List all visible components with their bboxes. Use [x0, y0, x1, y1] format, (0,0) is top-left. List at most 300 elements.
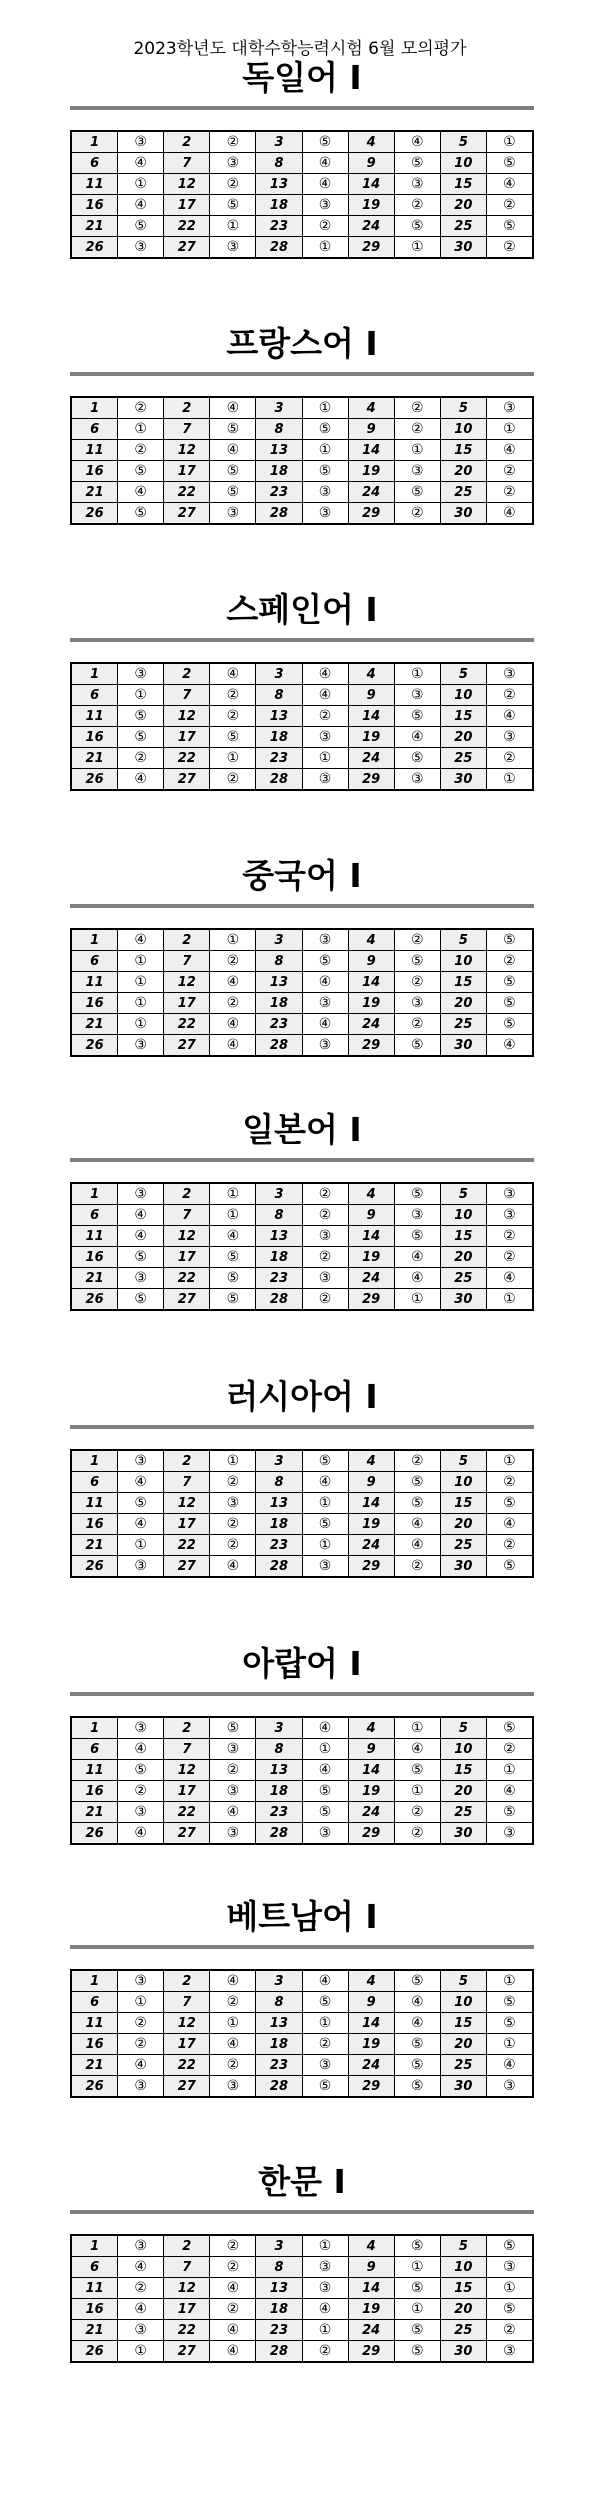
- question-number: 23: [256, 216, 302, 237]
- answer-choice: ⑤: [210, 461, 256, 482]
- question-number: 9: [348, 1992, 394, 2013]
- answer-choice: ②: [394, 503, 440, 525]
- question-number: 6: [71, 951, 118, 972]
- answer-choice: ④: [210, 972, 256, 993]
- question-number: 11: [71, 174, 118, 195]
- answer-choice: ②: [210, 2235, 256, 2257]
- answer-choice: ②: [486, 1247, 533, 1268]
- answer-choice: ③: [302, 1556, 348, 1578]
- answer-choice: ④: [394, 1268, 440, 1289]
- answer-choice: ⑤: [486, 2013, 533, 2034]
- answer-choice: ③: [210, 153, 256, 174]
- question-number: 25: [440, 1802, 486, 1823]
- question-number: 25: [440, 1268, 486, 1289]
- question-number: 2: [164, 663, 210, 685]
- question-number: 23: [256, 2320, 302, 2341]
- answer-choice: ②: [486, 195, 533, 216]
- question-number: 1: [71, 1183, 118, 1205]
- question-number: 14: [348, 440, 394, 461]
- question-number: 16: [71, 1781, 118, 1802]
- answer-choice: ③: [118, 2320, 164, 2341]
- answer-choice: ③: [302, 993, 348, 1014]
- page-title: 2023학년도 대학수학능력시험 6월 모의평가: [133, 39, 467, 59]
- question-number: 25: [440, 2055, 486, 2076]
- table-row: [71, 2055, 533, 2076]
- question-number: 16: [71, 1247, 118, 1268]
- answer-choice: ①: [210, 929, 256, 951]
- table-row: [71, 1247, 533, 1268]
- question-number: 11: [71, 1226, 118, 1247]
- question-number: 17: [164, 727, 210, 748]
- answer-choice: ②: [210, 2257, 256, 2278]
- question-number: 12: [164, 440, 210, 461]
- question-number: 21: [71, 2055, 118, 2076]
- question-number: 25: [440, 2320, 486, 2341]
- question-number: 16: [71, 2299, 118, 2320]
- answer-choice: ③: [302, 195, 348, 216]
- table-row: [71, 1472, 533, 1493]
- answer-choice: ⑤: [394, 2278, 440, 2299]
- answer-choice: ④: [302, 1472, 348, 1493]
- answer-choice: ③: [210, 1739, 256, 1760]
- answer-choice: ④: [486, 1781, 533, 1802]
- subject-title: 독일어 I: [242, 58, 362, 97]
- answer-choice: ④: [210, 1014, 256, 1035]
- question-number: 14: [348, 2278, 394, 2299]
- answer-choice: ⑤: [486, 993, 533, 1014]
- table-row: [71, 2013, 533, 2034]
- question-number: 2: [164, 1450, 210, 1472]
- question-number: 23: [256, 2055, 302, 2076]
- table-row: [71, 1717, 533, 1739]
- question-number: 26: [71, 1289, 118, 1311]
- question-number: 28: [256, 1556, 302, 1578]
- question-number: 10: [440, 2257, 486, 2278]
- answer-choice: ④: [118, 769, 164, 791]
- question-number: 26: [71, 1556, 118, 1578]
- answer-choice: ②: [394, 1450, 440, 1472]
- answer-choice: ①: [210, 2013, 256, 2034]
- answer-choice: ②: [302, 1205, 348, 1226]
- question-number: 21: [71, 1268, 118, 1289]
- question-number: 17: [164, 461, 210, 482]
- question-number: 29: [348, 237, 394, 259]
- question-number: 14: [348, 1493, 394, 1514]
- answer-choice: ⑤: [486, 216, 533, 237]
- answer-choice: ①: [210, 216, 256, 237]
- answer-choice: ④: [118, 1739, 164, 1760]
- subject-section: [70, 322, 534, 525]
- answer-choice: ④: [394, 131, 440, 153]
- answer-choice: ①: [394, 1781, 440, 1802]
- answer-choice: ④: [210, 1970, 256, 1992]
- table-row: [71, 174, 533, 195]
- question-number: 6: [71, 153, 118, 174]
- answer-choice: ⑤: [210, 419, 256, 440]
- answer-choice: ⑤: [302, 419, 348, 440]
- answer-choice: ⑤: [394, 2055, 440, 2076]
- question-number: 19: [348, 2034, 394, 2055]
- answer-choice: ②: [394, 397, 440, 419]
- question-number: 8: [256, 951, 302, 972]
- question-number: 30: [440, 2341, 486, 2363]
- answer-choice: ③: [486, 2257, 533, 2278]
- table-row: [71, 195, 533, 216]
- answer-choice: ①: [394, 440, 440, 461]
- question-number: 19: [348, 993, 394, 1014]
- answer-choice: ④: [118, 1226, 164, 1247]
- answer-choice: ②: [486, 482, 533, 503]
- answer-choice: ②: [302, 1183, 348, 1205]
- question-number: 16: [71, 2034, 118, 2055]
- question-number: 19: [348, 195, 394, 216]
- answer-choice: ④: [118, 2299, 164, 2320]
- question-number: 24: [348, 482, 394, 503]
- question-number: 5: [440, 1970, 486, 1992]
- answer-choice: ①: [118, 972, 164, 993]
- question-number: 28: [256, 1035, 302, 1057]
- question-number: 8: [256, 685, 302, 706]
- subject-title: 아랍어 I: [242, 1644, 362, 1683]
- table-row: [71, 216, 533, 237]
- question-number: 17: [164, 1247, 210, 1268]
- question-number: 3: [256, 1970, 302, 1992]
- question-number: 1: [71, 131, 118, 153]
- question-number: 13: [256, 1760, 302, 1781]
- question-number: 6: [71, 419, 118, 440]
- question-number: 29: [348, 1289, 394, 1311]
- answer-choice: ③: [486, 397, 533, 419]
- question-number: 8: [256, 1472, 302, 1493]
- answer-choice: ②: [118, 2034, 164, 2055]
- answer-choice: ②: [210, 1472, 256, 1493]
- question-number: 17: [164, 993, 210, 1014]
- table-row: [71, 397, 533, 419]
- answer-choice: ①: [302, 440, 348, 461]
- question-number: 9: [348, 1205, 394, 1226]
- answer-choice: ③: [302, 482, 348, 503]
- answer-choice: ③: [118, 1556, 164, 1578]
- question-number: 17: [164, 195, 210, 216]
- answer-choice: ⑤: [394, 2076, 440, 2098]
- answer-choice: ①: [210, 1450, 256, 1472]
- question-number: 16: [71, 993, 118, 1014]
- answer-choice: ②: [210, 769, 256, 791]
- answer-choice: ①: [210, 748, 256, 769]
- table-row: [71, 1802, 533, 1823]
- table-row: [71, 1514, 533, 1535]
- answer-choice: ③: [394, 174, 440, 195]
- question-number: 14: [348, 1226, 394, 1247]
- title-divider: [70, 106, 534, 110]
- table-row: [71, 748, 533, 769]
- answer-choice: ④: [210, 1556, 256, 1578]
- answer-choice: ②: [486, 1739, 533, 1760]
- answer-choice: ④: [118, 153, 164, 174]
- question-number: 27: [164, 503, 210, 525]
- question-number: 1: [71, 1717, 118, 1739]
- question-number: 28: [256, 2076, 302, 2098]
- question-number: 18: [256, 195, 302, 216]
- answer-choice: ⑤: [394, 482, 440, 503]
- table-row: [71, 1183, 533, 1205]
- question-number: 25: [440, 216, 486, 237]
- question-number: 7: [164, 1205, 210, 1226]
- question-number: 5: [440, 1717, 486, 1739]
- question-number: 3: [256, 929, 302, 951]
- question-number: 6: [71, 1472, 118, 1493]
- answer-choice: ④: [302, 1014, 348, 1035]
- question-number: 5: [440, 663, 486, 685]
- question-number: 9: [348, 685, 394, 706]
- answer-choice: ②: [486, 461, 533, 482]
- answer-choice: ⑤: [210, 1717, 256, 1739]
- answer-choice: ②: [210, 993, 256, 1014]
- answer-choice: ③: [394, 461, 440, 482]
- question-number: 10: [440, 685, 486, 706]
- answer-choice: ⑤: [118, 1247, 164, 1268]
- answer-choice: ⑤: [394, 1970, 440, 1992]
- answer-choice: ⑤: [210, 482, 256, 503]
- answer-choice: ①: [210, 1183, 256, 1205]
- question-number: 5: [440, 397, 486, 419]
- answer-choice: ⑤: [302, 1514, 348, 1535]
- question-number: 27: [164, 237, 210, 259]
- answer-choice: ④: [118, 2055, 164, 2076]
- question-number: 11: [71, 706, 118, 727]
- answer-choice: ②: [394, 195, 440, 216]
- answer-choice: ⑤: [394, 1472, 440, 1493]
- table-row: [71, 1992, 533, 2013]
- table-row: [71, 1226, 533, 1247]
- question-number: 22: [164, 1535, 210, 1556]
- answer-choice: ④: [210, 2034, 256, 2055]
- question-number: 2: [164, 1717, 210, 1739]
- question-number: 18: [256, 1781, 302, 1802]
- question-number: 15: [440, 174, 486, 195]
- answer-choice: ②: [210, 951, 256, 972]
- table-row: [71, 1823, 533, 1845]
- question-number: 10: [440, 153, 486, 174]
- answer-choice: ②: [118, 440, 164, 461]
- answer-choice: ②: [210, 131, 256, 153]
- answer-choice: ①: [210, 1205, 256, 1226]
- answer-table: [70, 1716, 534, 1845]
- question-number: 7: [164, 1472, 210, 1493]
- answer-choice: ⑤: [210, 195, 256, 216]
- table-row: [71, 1760, 533, 1781]
- question-number: 5: [440, 929, 486, 951]
- table-row: [71, 1535, 533, 1556]
- answer-choice: ②: [210, 2299, 256, 2320]
- answer-choice: ③: [302, 2278, 348, 2299]
- question-number: 4: [348, 1183, 394, 1205]
- question-number: 6: [71, 1739, 118, 1760]
- question-number: 24: [348, 748, 394, 769]
- answer-choice: ④: [486, 706, 533, 727]
- table-row: [71, 1739, 533, 1760]
- answer-choice: ②: [118, 2278, 164, 2299]
- question-number: 18: [256, 2299, 302, 2320]
- question-number: 14: [348, 972, 394, 993]
- answer-choice: ⑤: [394, 951, 440, 972]
- answer-choice: ①: [302, 2013, 348, 2034]
- answer-choice: ①: [302, 237, 348, 259]
- answer-choice: ①: [394, 1289, 440, 1311]
- answer-choice: ⑤: [486, 929, 533, 951]
- answer-choice: ①: [118, 2341, 164, 2363]
- table-row: [71, 951, 533, 972]
- question-number: 11: [71, 1493, 118, 1514]
- question-number: 21: [71, 216, 118, 237]
- answer-choice: ⑤: [118, 461, 164, 482]
- answer-choice: ③: [486, 1205, 533, 1226]
- answer-choice: ⑤: [302, 2076, 348, 2098]
- question-number: 29: [348, 769, 394, 791]
- answer-choice: ③: [210, 1781, 256, 1802]
- answer-choice: ⑤: [486, 1992, 533, 2013]
- question-number: 29: [348, 503, 394, 525]
- question-number: 26: [71, 503, 118, 525]
- table-row: [71, 503, 533, 525]
- answer-table: [70, 662, 534, 791]
- answer-choice: ④: [210, 2278, 256, 2299]
- answer-choice: ②: [486, 1535, 533, 1556]
- answer-choice: ⑤: [394, 748, 440, 769]
- question-number: 5: [440, 1450, 486, 1472]
- subject-title: 프랑스어 I: [226, 324, 378, 363]
- answer-choice: ③: [118, 237, 164, 259]
- answer-choice: ⑤: [210, 1268, 256, 1289]
- answer-choice: ③: [486, 1183, 533, 1205]
- answer-choice: ⑤: [486, 1802, 533, 1823]
- answer-choice: ⑤: [486, 1556, 533, 1578]
- question-number: 15: [440, 1493, 486, 1514]
- answer-choice: ②: [302, 2341, 348, 2363]
- question-number: 3: [256, 1717, 302, 1739]
- question-number: 10: [440, 1739, 486, 1760]
- answer-choice: ⑤: [302, 131, 348, 153]
- answer-choice: ④: [210, 2320, 256, 2341]
- answer-choice: ④: [302, 972, 348, 993]
- question-number: 12: [164, 706, 210, 727]
- answer-choice: ①: [302, 2235, 348, 2257]
- question-number: 24: [348, 2055, 394, 2076]
- table-row: [71, 1205, 533, 1226]
- answer-choice: ②: [210, 174, 256, 195]
- title-divider: [70, 1158, 534, 1162]
- answer-choice: ②: [210, 1760, 256, 1781]
- question-number: 3: [256, 397, 302, 419]
- answer-choice: ③: [118, 1802, 164, 1823]
- question-number: 27: [164, 2341, 210, 2363]
- answer-choice: ①: [486, 131, 533, 153]
- question-number: 15: [440, 1226, 486, 1247]
- question-number: 21: [71, 748, 118, 769]
- question-number: 2: [164, 1970, 210, 1992]
- subject-title: 한문 I: [258, 2162, 346, 2201]
- answer-choice: ③: [486, 727, 533, 748]
- subject-section: [70, 588, 534, 791]
- question-number: 11: [71, 440, 118, 461]
- answer-choice: ①: [302, 2320, 348, 2341]
- subject-title: 베트남어 I: [226, 1897, 378, 1936]
- answer-choice: ⑤: [394, 2341, 440, 2363]
- subject-section: [70, 56, 534, 259]
- answer-choice: ②: [486, 1472, 533, 1493]
- answer-choice: ⑤: [394, 1183, 440, 1205]
- question-number: 17: [164, 2299, 210, 2320]
- question-number: 18: [256, 2034, 302, 2055]
- question-number: 23: [256, 1014, 302, 1035]
- answer-choice: ①: [394, 2299, 440, 2320]
- table-row: [71, 153, 533, 174]
- question-number: 3: [256, 2235, 302, 2257]
- answer-choice: ④: [486, 440, 533, 461]
- answer-choice: ④: [394, 1535, 440, 1556]
- answer-choice: ②: [302, 706, 348, 727]
- table-row: [71, 972, 533, 993]
- subject-title: 일본어 I: [242, 1110, 362, 1149]
- answer-choice: ⑤: [486, 1493, 533, 1514]
- question-number: 18: [256, 1514, 302, 1535]
- answer-choice: ④: [302, 2299, 348, 2320]
- answer-choice: ②: [486, 685, 533, 706]
- answer-choice: ③: [302, 503, 348, 525]
- question-number: 30: [440, 1823, 486, 1845]
- question-number: 15: [440, 2278, 486, 2299]
- answer-choice: ⑤: [118, 503, 164, 525]
- answer-choice: ⑤: [486, 972, 533, 993]
- question-number: 2: [164, 1183, 210, 1205]
- answer-choice: ①: [486, 1970, 533, 1992]
- question-number: 1: [71, 397, 118, 419]
- question-number: 25: [440, 1014, 486, 1035]
- question-number: 20: [440, 461, 486, 482]
- answer-choice: ①: [394, 1717, 440, 1739]
- answer-choice: ②: [210, 1514, 256, 1535]
- answer-choice: ④: [210, 1035, 256, 1057]
- answer-choice: ④: [210, 440, 256, 461]
- question-number: 13: [256, 972, 302, 993]
- table-row: [71, 929, 533, 951]
- question-number: 17: [164, 2034, 210, 2055]
- question-number: 13: [256, 2278, 302, 2299]
- question-number: 23: [256, 1268, 302, 1289]
- question-number: 4: [348, 131, 394, 153]
- question-number: 15: [440, 972, 486, 993]
- question-number: 5: [440, 131, 486, 153]
- answer-choice: ⑤: [118, 216, 164, 237]
- answer-choice: ①: [302, 397, 348, 419]
- subject-title: 스페인어 I: [226, 590, 378, 629]
- question-number: 26: [71, 2341, 118, 2363]
- answer-choice: ④: [210, 1802, 256, 1823]
- question-number: 30: [440, 237, 486, 259]
- table-row: [71, 663, 533, 685]
- question-number: 26: [71, 1823, 118, 1845]
- answer-choice: ⑤: [118, 1760, 164, 1781]
- answer-choice: ④: [302, 663, 348, 685]
- answer-choice: ②: [486, 2320, 533, 2341]
- question-number: 20: [440, 727, 486, 748]
- answer-choice: ①: [118, 1992, 164, 2013]
- question-number: 7: [164, 685, 210, 706]
- question-number: 21: [71, 2320, 118, 2341]
- title-divider: [70, 1945, 534, 1949]
- question-number: 6: [71, 1992, 118, 2013]
- table-row: [71, 237, 533, 259]
